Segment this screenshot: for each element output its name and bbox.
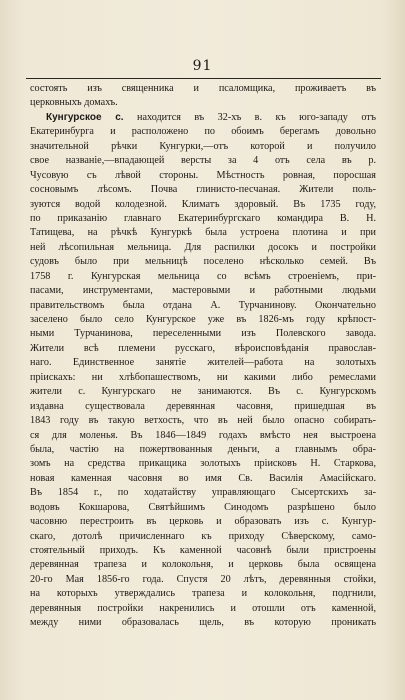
text-line: ней лѣсопильная мельница. Для распилки досокъ и постройки xyxy=(30,241,376,253)
text-line: деревянная трапеза и колокольня, и церковь была освящена xyxy=(30,559,376,571)
text-line: стоятельный приходъ. Къ каменной часовнѣ были пристроены xyxy=(30,545,376,556)
paragraph-first-line xyxy=(30,111,376,125)
text-line: пріискахъ: ни хлѣбопашествомъ, ни какими либо ремеслами xyxy=(30,371,376,383)
text-line: была, частію на пожертвованныя деньги, а главнымъ обра- xyxy=(30,443,376,455)
text-line: Жители всѣ племени русскаго, вѣроисповѣданія православ- xyxy=(30,342,376,354)
text-line: деревянныя постройки накренились и отошли отъ каменной, xyxy=(30,602,376,614)
text-span: находится въ 32-хъ в. къ юго-западу отъ xyxy=(137,111,376,123)
text-line: состоять изъ священника и псаломщика, проживаетъ въ xyxy=(30,83,376,94)
text-line: пасами, инструментами, мастеровыми и работными людьми xyxy=(30,285,376,297)
text-line: ными Турчанинова, переселенными изъ Полевского завода. xyxy=(30,328,376,340)
text-line: на которыхъ утверждались трапеза и колокольня, подгнили, xyxy=(30,588,376,600)
text-line: судовъ было при мельницѣ поселено нѣсколько семей. Въ xyxy=(30,256,376,268)
text-line: издавна существовала деревянная часовня, пришедшая въ xyxy=(30,400,376,412)
text-line: Татищева, на рѣчкѣ Кунгуркѣ была устроена плотина и при xyxy=(30,227,376,239)
text-line: водовъ Кокшарова, Святѣйшимъ Синодомъ разрѣшено было xyxy=(30,501,376,513)
text-line: часовню перестроить въ церковь и образовать изъ с. Кунгур- xyxy=(30,516,376,528)
page-number: 91 xyxy=(192,58,213,74)
header-rule xyxy=(26,78,381,79)
text-line: свое названіе,—впадающей версты за 4 отъ села въ р. xyxy=(30,155,376,167)
text-line: значительной рѣчки Кунгурки,—отъ которой и получило xyxy=(30,140,376,152)
text-line: зуются водой колодезной. Климатъ здоровый. Въ 1735 году, xyxy=(30,198,376,210)
text-line: ся для моленья. Въ 1846—1849 годахъ вмѣсто нея выстроена xyxy=(30,429,376,441)
text-line: церковныхъ домахъ. xyxy=(30,97,118,109)
text-line: скаго, дотолѣ причисленнаго къ приходу Сѣверскому, само- xyxy=(30,530,376,542)
text-line: Въ 1854 г., по ходатайству управляющаго Сысертскихъ за- xyxy=(30,487,376,499)
text-line: 1758 г. Кунгурская мельница со всѣмъ строеніемъ, при- xyxy=(30,270,376,282)
text-line: зомъ на средства прикащика золотыхъ пріисковъ Н. Старкова, xyxy=(30,458,376,470)
section-heading: Кунгурское с. xyxy=(46,111,124,123)
text-line: Чусовую съ лѣвой стороны. Мѣстность ровная, поросшая xyxy=(30,169,376,181)
text-line: заселено было село Кунгурское уже въ 1826-мъ году крѣпост- xyxy=(30,314,376,325)
text-line: между ними образовалась щель, въ которую проникать xyxy=(30,617,376,629)
text-line: наго. Единственное занятіе жителей—работа на золотыхъ xyxy=(30,357,376,369)
paragraph-body xyxy=(30,125,376,630)
text-line: Екатеринбурга и расположено по обоимъ берегамъ довольно xyxy=(30,126,376,138)
text-line: по приказанію главнаго Екатеринбургскаго командира В. Н. xyxy=(30,212,376,224)
text-line: новая каменная часовня во имя Св. Василія Амасійскаго. xyxy=(30,472,376,484)
text-line: 20-го Мая 1856-го года. Спустя 20 лѣтъ, деревянныя стойки, xyxy=(30,573,376,585)
text-line: сосновымъ лѣсомъ. Почва глинисто-песчаная. Жители поль- xyxy=(30,184,376,196)
text-line: жители с. Кунгурскаго не занимаются. Въ с. Кунгурскомъ xyxy=(30,386,376,398)
body-text xyxy=(30,82,376,631)
text-line: 1843 году въ такую ветхость, что въ ней было опасно собирать- xyxy=(30,415,376,427)
text-line: правительствомъ была отдана А. Турчанинову. Окончательно xyxy=(30,299,376,311)
